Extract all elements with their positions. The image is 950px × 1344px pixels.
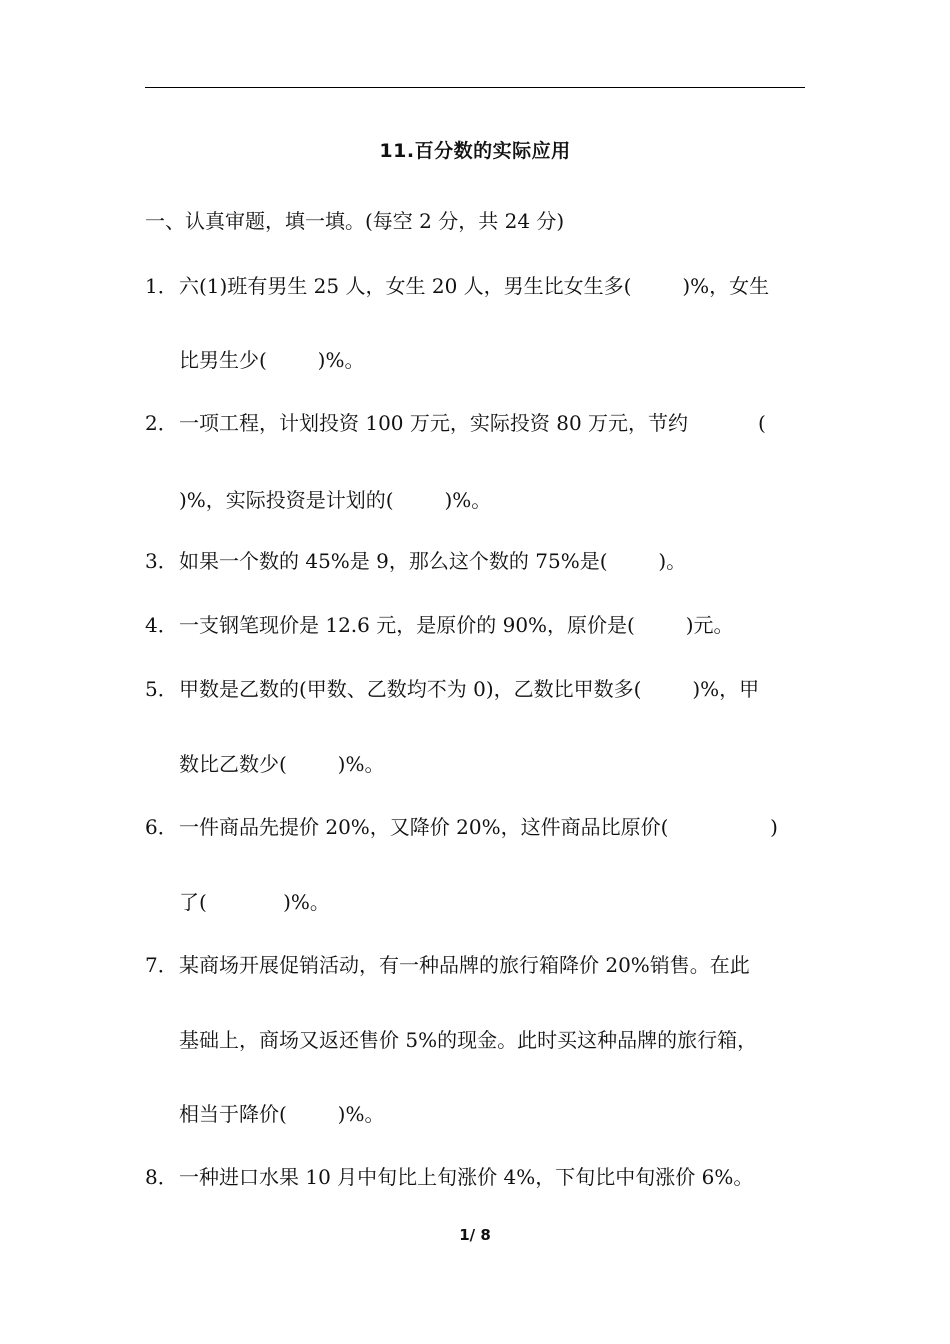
question-number: 6． <box>145 815 178 839</box>
question-number: 1． <box>145 274 178 298</box>
question-number: 7． <box>145 953 178 977</box>
question-line-4 <box>145 612 734 638</box>
question-line-8 <box>145 1164 753 1190</box>
page-title: 11.百分数的实际应用 <box>379 140 571 162</box>
question-line-7-cont2: 相当于降价( )%。 <box>179 1102 385 1126</box>
section-heading: 一、认真审题，填一填。(每空 2 分，共 24 分) <box>145 209 565 233</box>
question-number: 5． <box>145 677 178 701</box>
question-line-6 <box>145 814 778 840</box>
question-number: 4． <box>145 613 178 637</box>
question-line-1-cont: 比男生少( )%。 <box>179 348 365 372</box>
question-line-3 <box>145 548 686 574</box>
question-number: 8． <box>145 1165 178 1189</box>
question-line-1 <box>145 273 769 299</box>
question-number: 3． <box>145 549 178 573</box>
question-line-5-cont: 数比乙数少( )%。 <box>179 752 385 776</box>
question-text: 甲数是乙数的(甲数、乙数均不为 0)，乙数比甲数多( )%，甲 <box>179 677 760 701</box>
question-text: 一项工程，计划投资 100 万元，实际投资 80 万元，节约 ( <box>179 411 766 435</box>
question-number: 2． <box>145 411 178 435</box>
question-text: 如果一个数的 45%是 9，那么这个数的 75%是( )。 <box>179 549 687 573</box>
question-text: 一种进口水果 10 月中旬比上旬涨价 4%，下旬比中旬涨价 6%。 <box>179 1165 754 1189</box>
question-text: 某商场开展促销活动，有一种品牌的旅行箱降价 20%销售。在此 <box>179 953 750 977</box>
page-indicator: 1/ 8 <box>459 1226 491 1244</box>
question-text: 六(1)班有男生 25 人，女生 20 人，男生比女生多( )%，女生 <box>179 274 770 298</box>
question-line-7 <box>145 952 750 978</box>
header-rule <box>145 87 805 88</box>
question-text: 一件商品先提价 20%，又降价 20%，这件商品比原价( ) <box>179 815 778 839</box>
question-line-7-cont: 基础上，商场又返还售价 5%的现金。此时买这种品牌的旅行箱， <box>179 1028 758 1052</box>
question-line-2-cont: )%，实际投资是计划的( )%。 <box>179 488 492 512</box>
question-line-2 <box>145 410 766 436</box>
question-line-6-cont: 了( )%。 <box>179 890 330 914</box>
question-line-5 <box>145 676 759 702</box>
question-text: 一支钢笔现价是 12.6 元，是原价的 90%，原价是( )元。 <box>179 613 734 637</box>
